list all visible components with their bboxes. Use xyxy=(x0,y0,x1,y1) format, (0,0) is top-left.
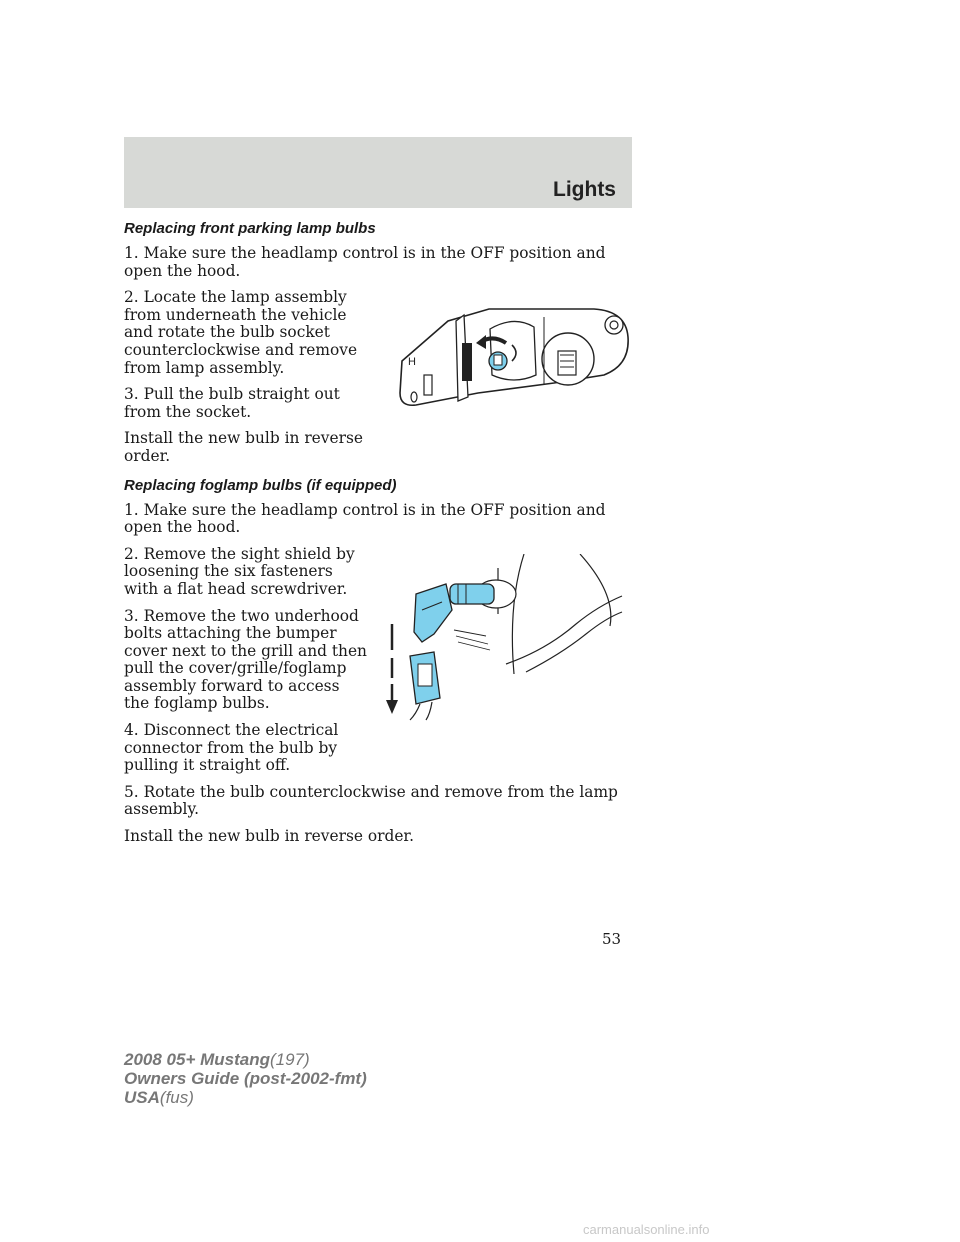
footer xyxy=(124,1050,367,1107)
parking-step-2: 2. Locate the lamp assembly from underneath the vehicle and rotate the bulb socket counterclockwise and remove from lamp assembly. xyxy=(124,288,358,377)
watermark: carmanualsonline.info xyxy=(583,1222,710,1237)
fog-step-3: 3. Remove the two underhood bolts attaching the bumper cover next to the grill and then pull the cover/grille/foglamp assembly forward to access the foglamp bulbs. xyxy=(124,606,367,713)
svg-text:H: H xyxy=(408,356,416,369)
parking-lamp-illustration xyxy=(394,297,632,415)
section-title: Lights xyxy=(553,178,616,201)
fog-step-5: 5. Rotate the bulb counterclockwise and remove from the lamp assembly. xyxy=(124,782,618,819)
fog-step-1: 1. Make sure the headlamp control is in the OFF position and open the hood. xyxy=(124,500,606,537)
parking-step-3: 3. Pull the bulb straight out from the socket. xyxy=(124,385,340,421)
fog-step-4: 4. Disconnect the electrical connector from the bulb by pulling it straight off. xyxy=(124,721,339,775)
header-band xyxy=(124,137,632,208)
parking-install-note: Install the new bulb in reverse order. xyxy=(124,429,363,465)
fog-install-note: Install the new bulb in reverse order. xyxy=(124,827,414,846)
footer-line-3: USA(fus) xyxy=(124,1088,194,1107)
foglamp-illustration xyxy=(386,554,626,722)
page-content xyxy=(124,220,636,855)
parking-steps-with-figure xyxy=(124,289,636,474)
heading-foglamp: Replacing foglamp bulbs (if equipped) xyxy=(124,476,397,494)
parking-step-1: 1. Make sure the headlamp control is in the OFF position and open the hood. xyxy=(124,244,606,280)
page-number: 53 xyxy=(602,930,622,948)
fog-steps-with-figure xyxy=(124,546,636,784)
fog-step-2: 2. Remove the sight shield by loosening the six fasteners with a flat head screwdriver. xyxy=(124,544,355,598)
footer-line-2: Owners Guide (post-2002-fmt) xyxy=(124,1069,367,1088)
heading-parking-lamp: Replacing front parking lamp bulbs xyxy=(124,220,376,237)
footer-line-1: 2008 05+ Mustang(197) xyxy=(124,1050,310,1069)
